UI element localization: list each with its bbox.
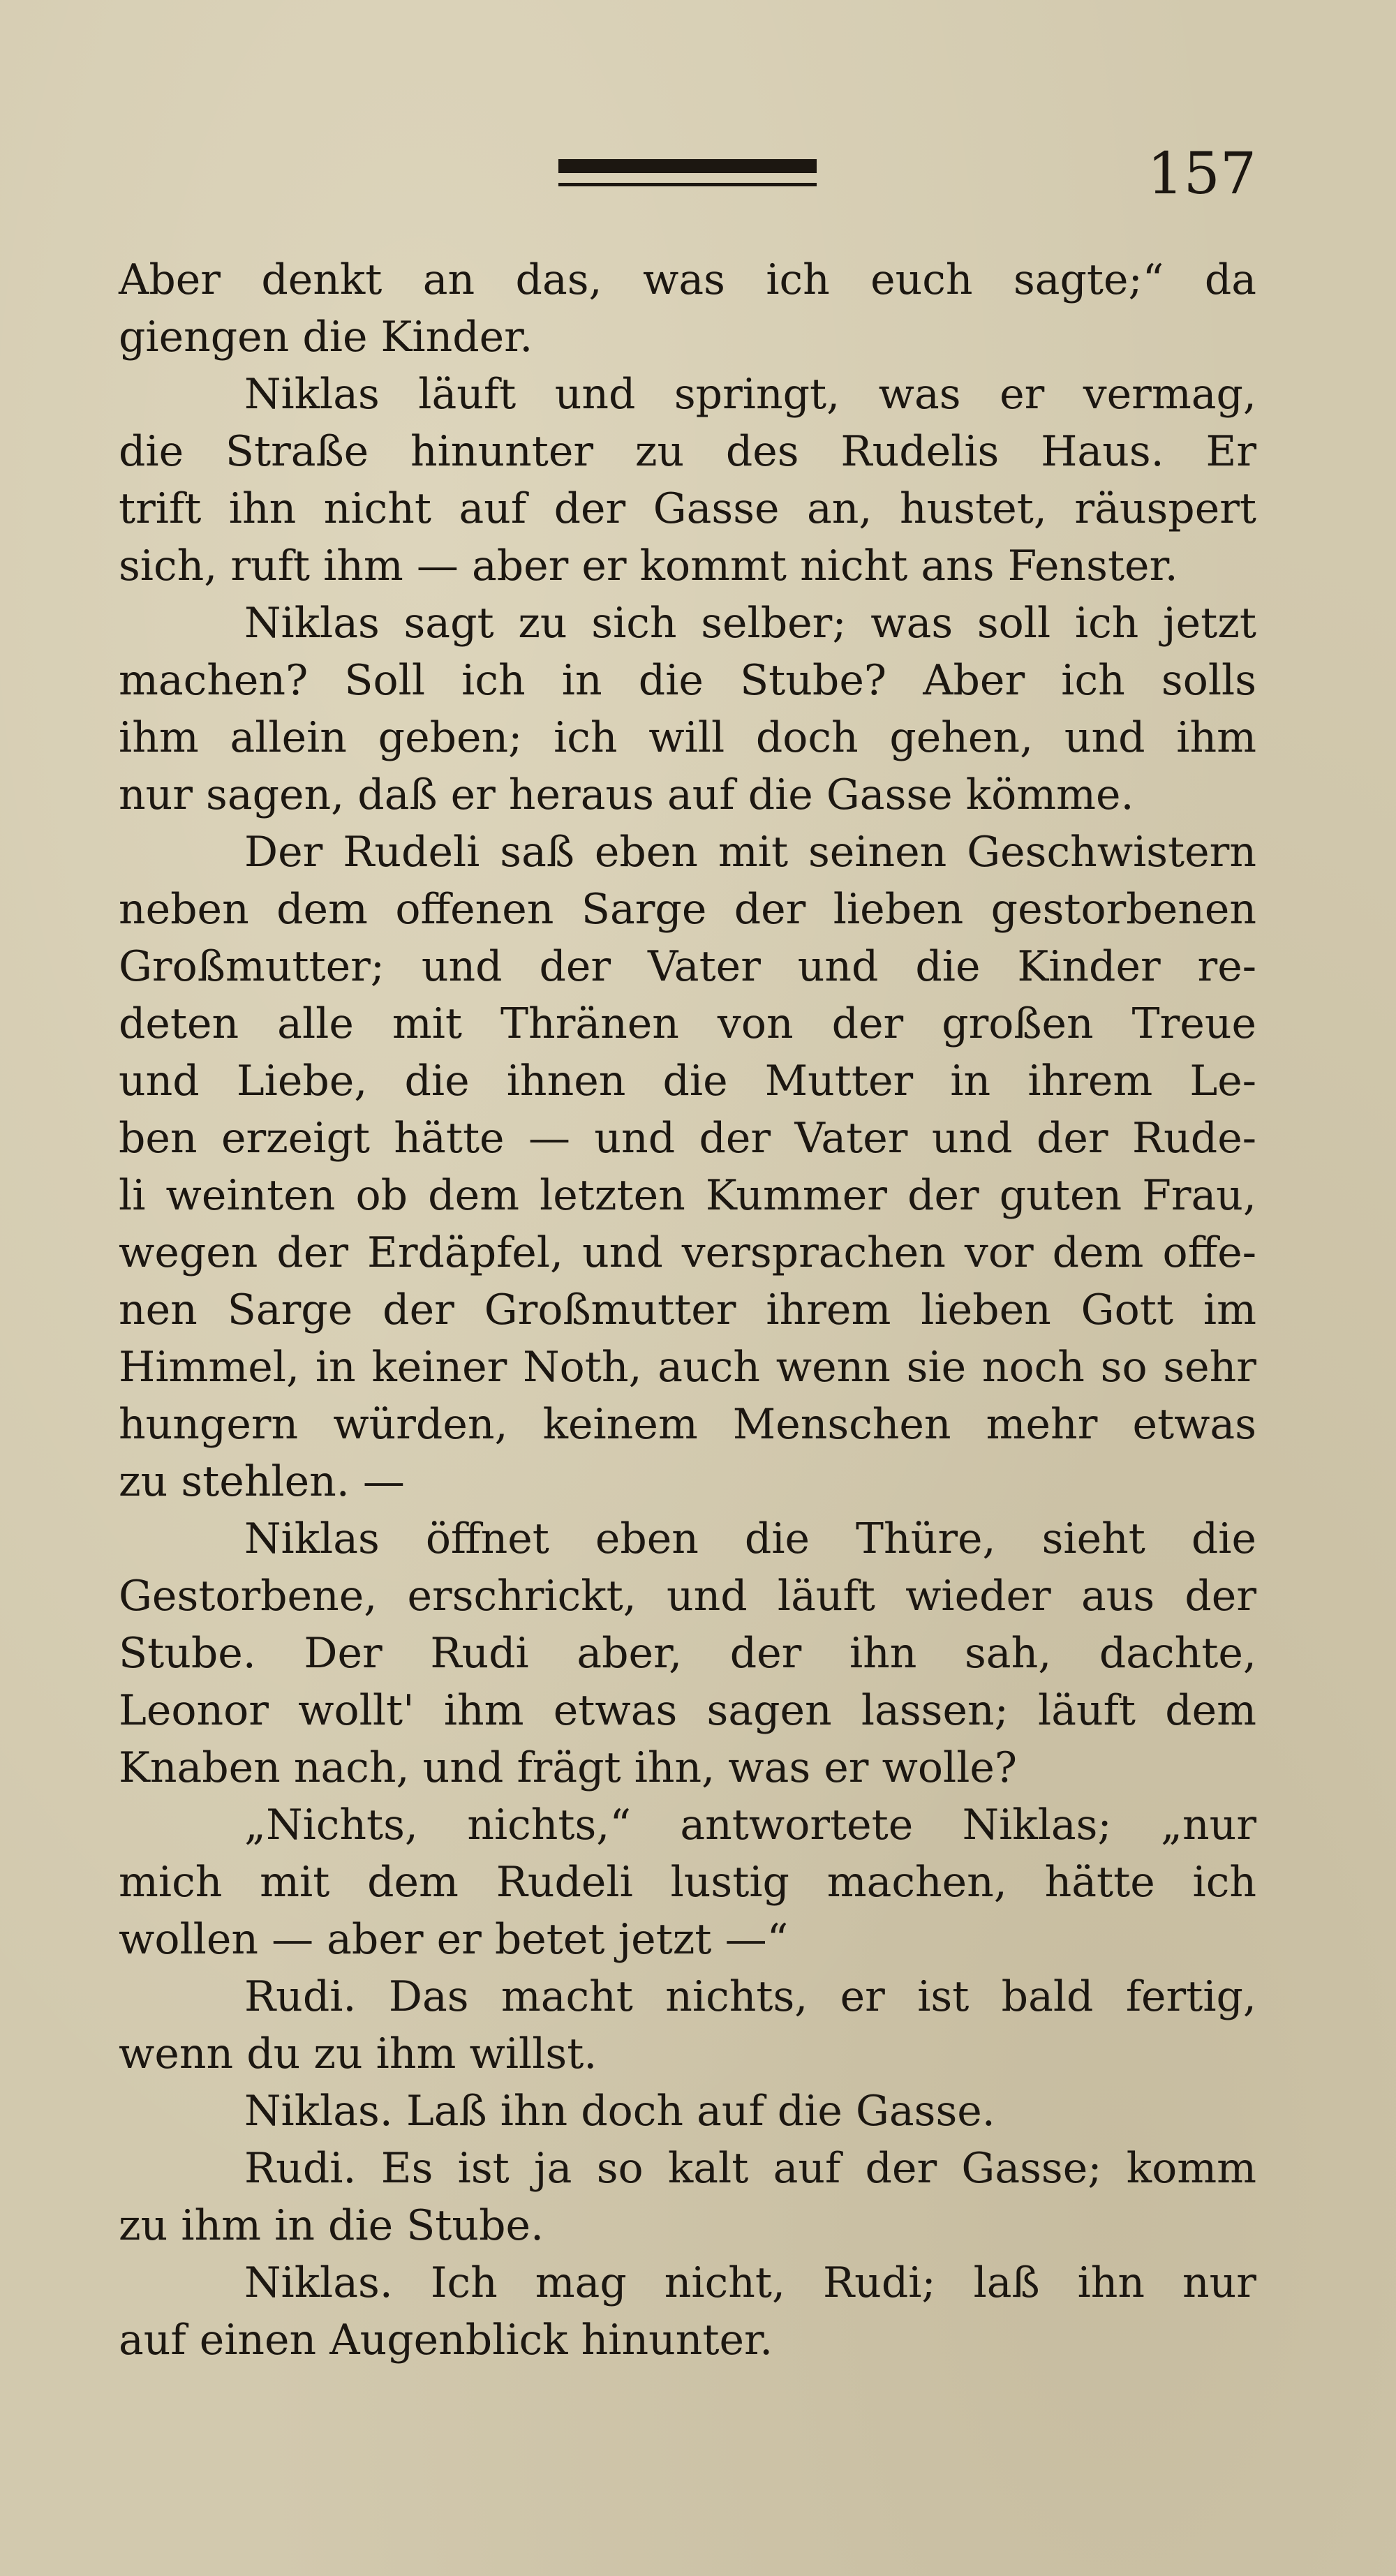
text-line: und Liebe, die ihnen die Mutter in ihrem Le-	[119, 1057, 1256, 1105]
text-line: Niklas sagt zu sich selber; was soll ich jetzt	[244, 599, 1256, 648]
text-line: Gestorbene, erschrickt, und läuft wieder aus der	[119, 1572, 1256, 1621]
text-line: mich mit dem Rudeli lustig machen, hätte ich	[119, 1858, 1256, 1907]
text-line: Niklas öffnet eben die Thüre, sieht die	[244, 1514, 1256, 1563]
text-line: Niklas läuft und springt, was er vermag,	[244, 370, 1256, 419]
text-line: nur sagen, daß er heraus auf die Gasse kömme.	[119, 770, 1134, 819]
text-line: sich, ruft ihm — aber er kommt nicht ans Fenster.	[119, 542, 1178, 590]
text-line: Niklas. Laß ihn doch auf die Gasse.	[244, 2087, 995, 2136]
text-line: wegen der Erdäpfel, und versprachen vor dem offe-	[119, 1228, 1256, 1277]
text-line: Aber denkt an das, was ich euch sagte;“ da	[119, 255, 1256, 304]
text-line: trift ihn nicht auf der Gasse an, hustet, räuspert	[119, 484, 1256, 533]
text-line: wollen — aber er betet jetzt —“	[119, 1915, 789, 1964]
text-line: Leonor wollt' ihm etwas sagen lassen; läuft dem	[119, 1686, 1256, 1735]
text-line: Knaben nach, und frägt ihn, was er wolle?	[119, 1743, 1018, 1792]
text-line: deten alle mit Thränen von der großen Treue	[119, 999, 1256, 1048]
text-line: giengen die Kinder.	[119, 313, 533, 362]
text-line: die Straße hinunter zu des Rudelis Haus. Er	[119, 427, 1256, 476]
header-rule-thick	[558, 159, 817, 173]
text-line: ben erzeigt hätte — und der Vater und der Rude-	[119, 1114, 1256, 1163]
text-line: wenn du zu ihm willst.	[119, 2030, 597, 2078]
text-line: Niklas. Ich mag nicht, Rudi; laß ihn nur	[244, 2258, 1256, 2307]
text-line: Himmel, in keiner Noth, auch wenn sie noch so sehr	[119, 1343, 1256, 1392]
text-line: ihm allein geben; ich will doch gehen, und ihm	[119, 713, 1256, 762]
text-line: Der Rudeli saß eben mit seinen Geschwistern	[244, 828, 1256, 877]
text-line: nen Sarge der Großmutter ihrem lieben Gott im	[119, 1286, 1256, 1334]
text-line: hungern würden, keinem Menschen mehr etwas	[119, 1400, 1256, 1449]
text-line: Großmutter; und der Vater und die Kinder re-	[119, 942, 1256, 991]
text-line: Rudi. Das macht nichts, er ist bald fertig,	[244, 1972, 1256, 2021]
text-line: zu stehlen. —	[119, 1457, 405, 1506]
text-line: Rudi. Es ist ja so kalt auf der Gasse; komm	[244, 2144, 1256, 2193]
header-rule-thin	[558, 183, 817, 186]
text-line: Stube. Der Rudi aber, der ihn sah, dachte,	[119, 1629, 1256, 1678]
body-text	[119, 251, 1256, 2369]
page-number: 157	[1147, 141, 1256, 207]
text-line: „Nichts, nichts,“ antwortete Niklas; „nur	[244, 1801, 1256, 1849]
text-line: li weinten ob dem letzten Kummer der guten Frau,	[119, 1171, 1256, 1220]
header-rule	[558, 155, 817, 194]
text-line: machen? Soll ich in die Stube? Aber ich solls	[119, 656, 1256, 705]
text-line: neben dem offenen Sarge der lieben gestorbenen	[119, 885, 1256, 934]
text-line: zu ihm in die Stube.	[119, 2201, 544, 2250]
text-line: auf einen Augenblick hinunter.	[119, 2316, 773, 2365]
